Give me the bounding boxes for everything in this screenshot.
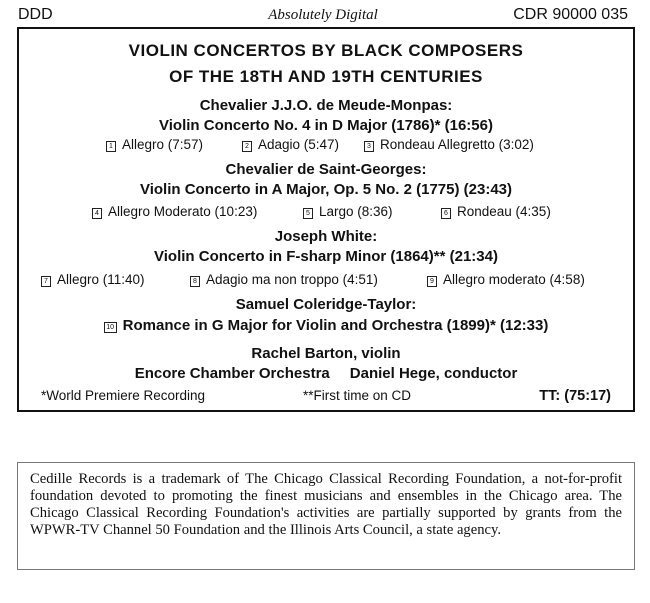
work-title: Violin Concerto in A Major, Op. 5 No. 2 (1775) (23:43): [139, 181, 513, 198]
work-title: Romance in G Major for Violin and Orchestra (1899)* (12:33): [122, 317, 549, 334]
track-item: [441, 203, 551, 221]
track-label: Allegro (11:40): [57, 272, 145, 287]
track-label: Allegro moderato (4:58): [443, 272, 585, 287]
track-item: [92, 203, 257, 221]
composer-name: Samuel Coleridge-Taylor:: [235, 296, 417, 313]
composer-name: Chevalier de Saint-Georges:: [225, 161, 427, 178]
track-number-icon: 4: [92, 208, 102, 219]
work-title: Violin Concerto No. 4 in D Major (1786)* (16:56): [159, 117, 493, 134]
track-number-icon: 8: [190, 276, 200, 287]
track-number-icon: 2: [242, 141, 252, 152]
ensemble-credit: [19, 364, 633, 384]
track-item: [106, 136, 203, 154]
conductor-credit: Daniel Hege, conductor: [349, 365, 518, 382]
composer-name: Joseph White:: [274, 228, 378, 245]
track-label: Adagio ma non troppo (4:51): [206, 272, 378, 287]
digital-label: Absolutely Digital: [268, 7, 378, 23]
album-title-line-1: VIOLIN CONCERTOS BY BLACK COMPOSERS: [128, 41, 524, 60]
track-number-icon: 10: [104, 322, 117, 333]
orchestra-credit: Encore Chamber Orchestra: [134, 365, 330, 382]
track-label: Rondeau Allegretto (3:02): [380, 137, 534, 152]
work-title-row: [19, 316, 633, 336]
track-number-icon: 1: [106, 141, 116, 152]
track-item: [41, 271, 145, 289]
album-title-line-2: OF THE 18TH AND 19TH CENTURIES: [169, 67, 483, 86]
first-cd-footnote: **First time on CD: [303, 388, 412, 403]
track-label: Adagio (5:47): [258, 137, 340, 152]
track-number-icon: 6: [441, 208, 451, 219]
track-label: Largo (8:36): [319, 204, 393, 219]
track-label: Allegro Moderato (10:23): [108, 204, 258, 219]
track-label: Rondeau (4:35): [457, 204, 551, 219]
header-bar: [18, 4, 628, 26]
track-number-icon: 5: [303, 208, 313, 219]
composer-name: Chevalier J.J.O. de Meude-Monpas:: [199, 97, 453, 114]
track-number-icon: 3: [364, 141, 374, 152]
track-label: Allegro (7:57): [122, 137, 204, 152]
foundation-note: [17, 462, 635, 570]
catalog-number: CDR 90000 035: [513, 6, 628, 23]
track-item: [190, 271, 378, 289]
premiere-footnote: *World Premiere Recording: [41, 388, 206, 403]
work-title: Violin Concerto in F-sharp Minor (1864)** (21:34): [154, 248, 498, 265]
audio-format-label: DDD: [18, 6, 53, 23]
soloist-credit: Rachel Barton, violin: [251, 345, 401, 362]
foundation-note-text: Cedille Records is a trademark of The Chicago Classical Recording Foundation, a not-for-profit foundation devoted to promoting the finest musicians and ensembles in the Chicago area. The Chicago Classical Recording Foundation's activities are partially supported by grants from the WPWR-TV Channel 50 Foundation and the Illinois Arts Council, a state agency.: [30, 471, 622, 538]
total-time: TT: (75:17): [539, 388, 611, 404]
track-number-icon: 9: [427, 276, 437, 287]
track-list-panel: [17, 27, 635, 412]
track-item: [364, 136, 534, 154]
track-item: [303, 203, 393, 221]
track-number-icon: 7: [41, 276, 51, 287]
track-item: [427, 271, 585, 289]
track-item: [242, 136, 339, 154]
